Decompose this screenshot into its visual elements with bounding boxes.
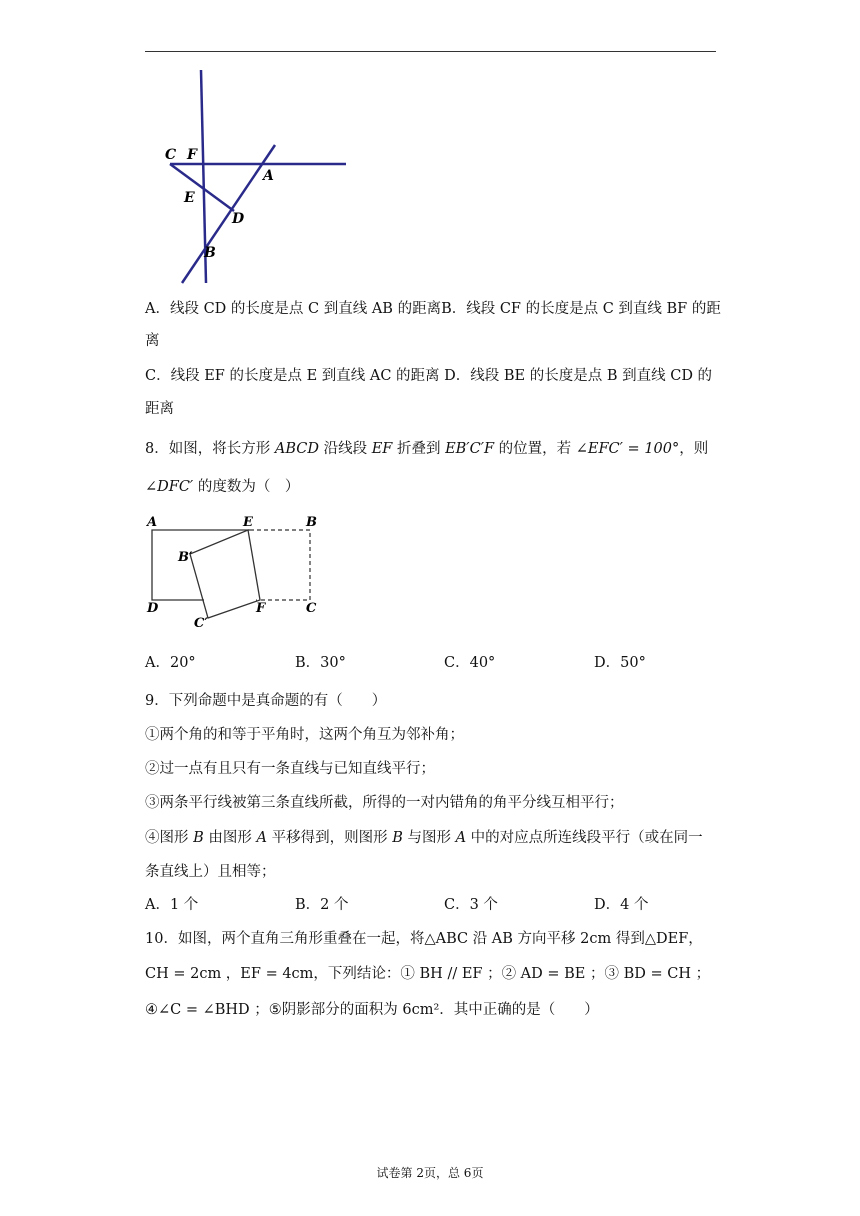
q7-option-cd-line xyxy=(145,366,712,386)
q7-line-cd xyxy=(170,164,234,211)
q8-folded-quad xyxy=(190,530,260,618)
q8-stem-line2: ∠DFC′ 的度数为（ ） xyxy=(145,479,300,495)
q9-statement-3: ③两条平行线被第三条直线所截，所得的一对内错角的角平分线互相平行； xyxy=(145,795,624,811)
page-footer: 试卷第 2页，总 6页 xyxy=(376,1166,484,1180)
q9-option-a[interactable]: A．1 个 xyxy=(145,897,199,913)
q7-figure xyxy=(150,65,360,290)
q7-option-b: B．线段 CF 的长度是点 C 到直线 BF 的距 xyxy=(441,301,721,317)
q8-option-a[interactable]: A．20° xyxy=(145,655,196,671)
q7-option-a: A．线段 CD 的长度是点 C 到直线 AB 的距离 xyxy=(145,301,442,317)
header-rule xyxy=(145,51,716,52)
q7-label-b: B xyxy=(204,245,216,261)
q9-option-d[interactable]: D．4 个 xyxy=(594,897,649,913)
q7-label-e: E xyxy=(184,190,195,206)
q8-label-a: A xyxy=(147,515,158,530)
q7-label-c: C xyxy=(165,147,177,163)
q7-label-f: F xyxy=(187,147,197,163)
q7-option-d-cont: 距离 xyxy=(145,401,174,417)
q9-statement-1: ①两个角的和等于平角时，这两个角互为邻补角； xyxy=(145,727,464,743)
q8-rect-dashed xyxy=(250,530,310,600)
q7-option-d: D．线段 BE 的长度是点 B 到直线 CD 的 xyxy=(444,368,713,384)
q10-stem-line1: 10．如图，两个直角三角形重叠在一起，将△ABC 沿 AB 方向平移 2cm 得到△DEF， xyxy=(145,931,703,947)
q8-label-bprime: B′ xyxy=(178,550,193,565)
q8-label-e: E xyxy=(243,515,253,530)
q9-stem: 9．下列命题中是真命题的有（ ） xyxy=(145,693,387,709)
q7-label-a: A xyxy=(263,168,274,184)
q9-option-c[interactable]: C．3 个 xyxy=(444,897,498,913)
q8-rect-solid xyxy=(152,530,250,600)
q8-label-d: D xyxy=(147,601,159,616)
q8-option-b[interactable]: B．30° xyxy=(295,655,346,671)
q9-statement-4-cont: 条直线上）且相等； xyxy=(145,864,276,880)
q7-line-ab xyxy=(182,145,275,283)
q8-stem-line1: 8．如图，将长方形 ABCD 沿线段 EF 折叠到 EB′C′F 的位置，若 ∠EFC′ = 100°，则 xyxy=(145,441,709,457)
q8-label-cprime: C′ xyxy=(194,616,208,631)
q8-figure xyxy=(140,510,340,635)
q9-statement-4: ④图形 B 由图形 A 平移得到，则图形 B 与图形 A 中的对应点所连线段平行（或在同一 xyxy=(145,830,703,846)
q8-option-c[interactable]: C．40° xyxy=(444,655,496,671)
q9-option-b[interactable]: B．2 个 xyxy=(295,897,349,913)
q8-option-d[interactable]: D．50° xyxy=(594,655,646,671)
q8-label-c: C xyxy=(306,601,317,616)
q7-option-b-cont: 离 xyxy=(145,333,160,349)
q8-label-b: B xyxy=(306,515,317,530)
q10-stem-line2: CH = 2cm ，EF = 4cm，下列结论：① BH // EF ；② AD = BE ；③ BD = CH ； xyxy=(145,966,711,982)
q7-option-ab-line xyxy=(145,299,721,319)
q10-stem-line3: ④∠C = ∠BHD ；⑤阴影部分的面积为 6cm²．其中正确的是（ ） xyxy=(145,1002,599,1018)
q9-statement-2: ②过一点有且只有一条直线与已知直线平行； xyxy=(145,761,435,777)
q7-label-d: D xyxy=(232,211,245,227)
q7-option-c: C．线段 EF 的长度是点 E 到直线 AC 的距离 xyxy=(145,368,440,384)
q8-label-f: F xyxy=(256,601,266,616)
